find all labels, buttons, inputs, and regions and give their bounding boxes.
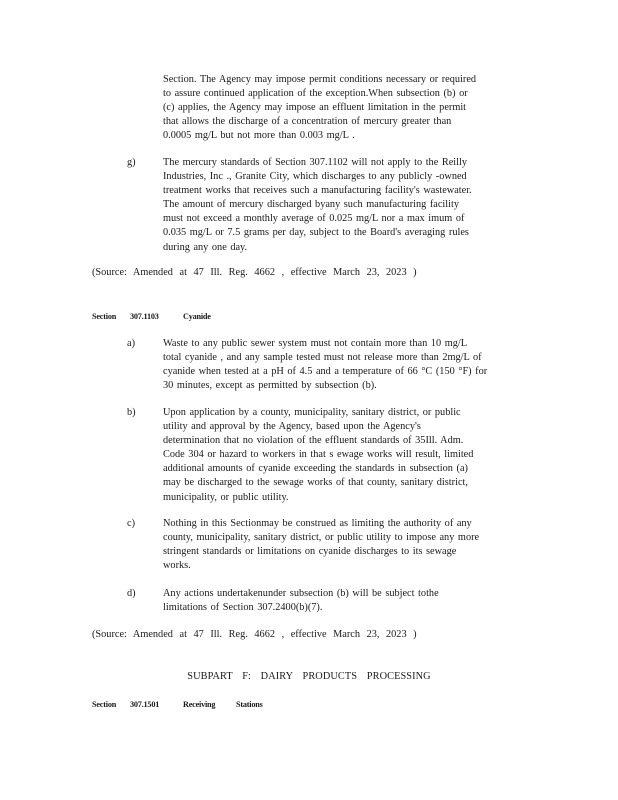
text-line: determination that no violation of the effluent standards of 35Ill. Adm. (163, 435, 464, 447)
item-g-paragraph (163, 156, 517, 255)
text-line: Industries, Inc ., Granite City, which discharges to any publicly -owned (163, 171, 467, 183)
section-title: Receiving (183, 700, 216, 709)
text-line: to assure continued application of the exception.When subsection (b) or (163, 88, 468, 100)
text-line: The amount of mercury discharged byany such manufacturing facility (163, 199, 460, 211)
text-line: total cyanide , and any sample tested must not release more than 2mg/L of (163, 352, 482, 364)
section-number: 307.1501 (130, 700, 160, 709)
item-b-paragraph (163, 406, 519, 505)
text-line: county, municipality, sanitary district, or public utility to impose any more (163, 532, 480, 544)
section-title-2: Stations (236, 700, 263, 709)
text-line: municipality, or public utility. (163, 491, 289, 503)
item-b-label: b) (127, 407, 136, 418)
item-a-label: a) (127, 338, 135, 349)
source-note: (Source: Amended at 47 Ill. Reg. 4662 , effective March 23, 2023 ) (92, 629, 417, 640)
text-line: Section. The Agency may impose permit conditions necessary or required (163, 74, 477, 85)
text-line: (c) applies, the Agency may impose an effluent limitation in the permit (163, 102, 467, 114)
item-d-paragraph (163, 587, 517, 615)
text-line: may be discharged to the sewage works of that county, sanitary district, (163, 477, 468, 489)
text-line: treatment works that receives such a manufacturing facility's wastewater. (163, 185, 472, 197)
intro-paragraph (163, 73, 517, 143)
text-line: during any one day. (163, 241, 248, 253)
section-number: 307.1103 (130, 312, 159, 321)
item-a-paragraph (163, 337, 519, 393)
text-line: Nothing in this Sectionmay be construed as limiting the authority of any (163, 518, 472, 529)
text-line: Code 304 or hazard to workers in that s ewage works will result, limited (163, 449, 474, 461)
text-line: 0.0005 mg/L but not more than 0.003 mg/L . (163, 130, 355, 142)
source-note: (Source: Amended at 47 Ill. Reg. 4662 , effective March 23, 2023 ) (92, 267, 417, 278)
text-line: must not exceed a monthly average of 0.025 mg/L nor a max imum of (163, 213, 465, 225)
text-line: stringent standards or limitations on cyanide discharges to its sewage (163, 546, 457, 558)
text-line: Upon application by a county, municipality, sanitary district, or public (163, 407, 461, 418)
section-word: Section (92, 312, 117, 321)
text-line: Any actions undertakenunder subsection (b) will be subject tothe (163, 588, 439, 599)
item-g-label: g) (127, 157, 136, 168)
section-title: Cyanide (183, 312, 211, 321)
text-line: 0.035 mg/L or 7.5 grams per day, subject to the Board's averaging rules (163, 227, 469, 239)
text-line: utility and approval by the Agency, based upon the Agency's (163, 421, 421, 433)
text-line: additional amounts of cyanide exceeding the standards in subsection (a) (163, 463, 468, 475)
text-line: that allows the discharge of a concentration of mercury greater than (163, 116, 452, 128)
text-line: cyanide when tested at a pH of 4.5 and a temperature of 66 °C (150 °F) for (163, 366, 488, 378)
item-c-paragraph (163, 517, 519, 573)
text-line: The mercury standards of Section 307.1102 will not apply to the Reilly (163, 157, 468, 168)
text-line: limitations of Section 307.2400(b)(7). (163, 602, 323, 614)
section-word: Section (92, 700, 117, 709)
text-line: works. (163, 560, 191, 572)
text-line: 30 minutes, except as permitted by subsection (b). (163, 380, 377, 392)
text-line: Waste to any public sewer system must not contain more than 10 mg/L (163, 338, 468, 349)
item-c-label: c) (127, 518, 135, 529)
subpart-heading: SUBPART F: DAIRY PRODUCTS PROCESSING (187, 671, 431, 682)
item-d-label: d) (127, 588, 136, 599)
